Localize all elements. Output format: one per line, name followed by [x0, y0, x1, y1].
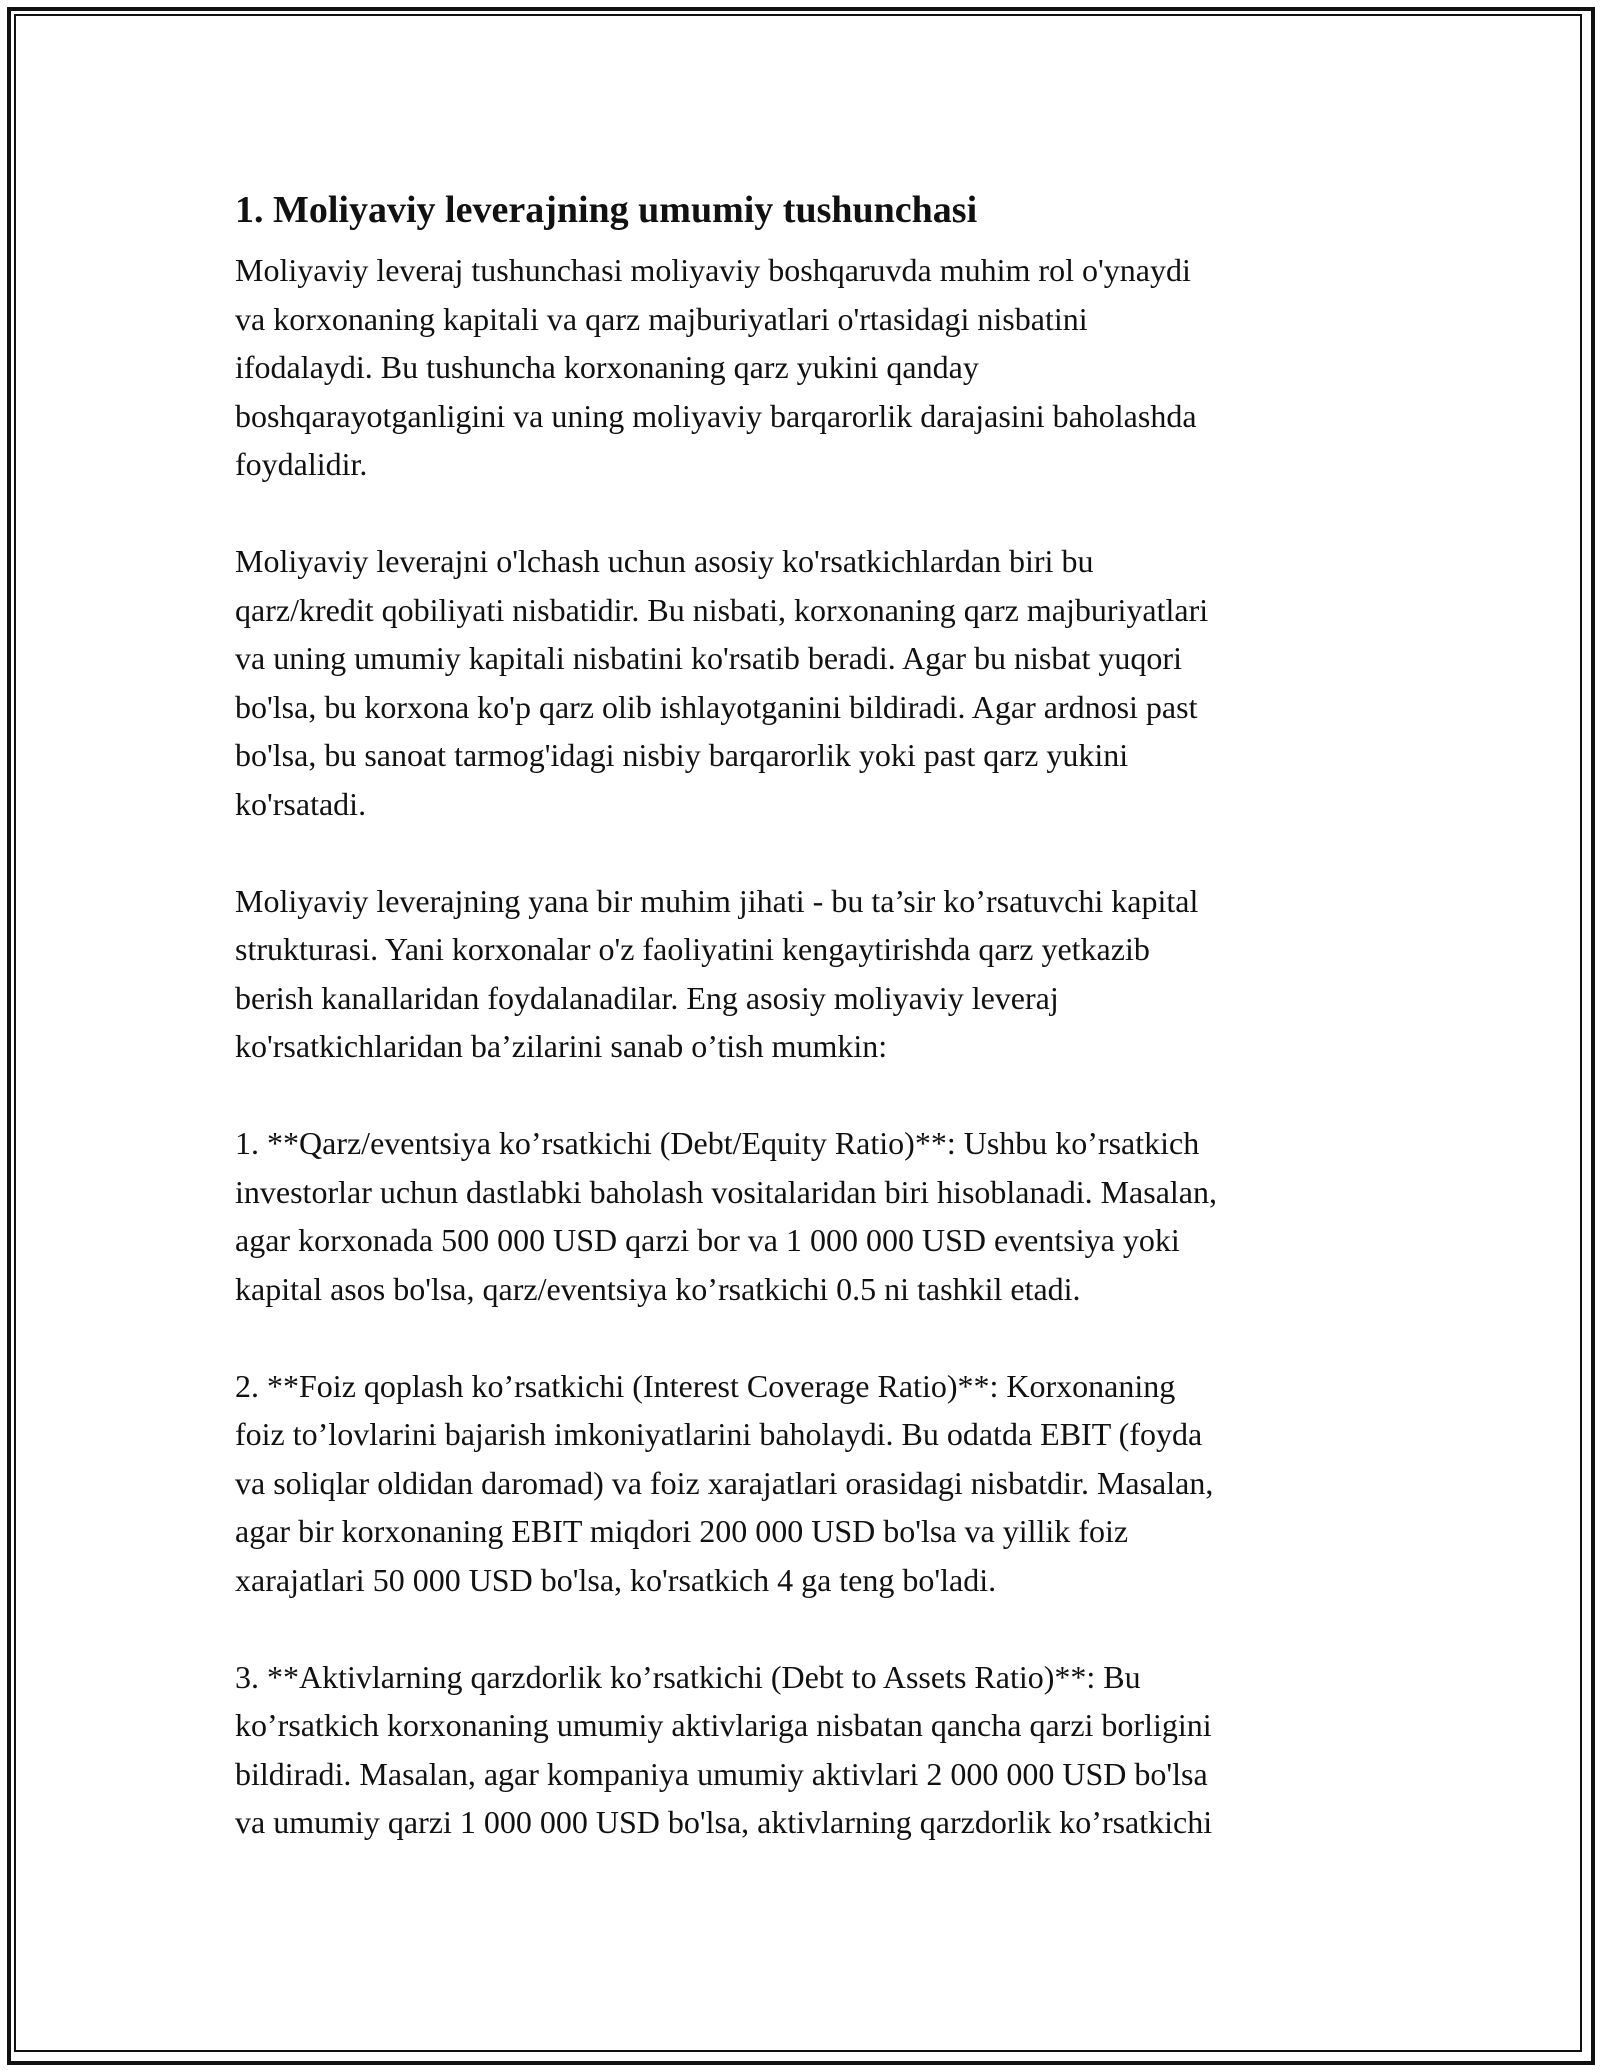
list-item-debt-assets: 3. **Aktivlarning qarzdorlik ko’rsatkichi (Debt to Assets Ratio)**: Bu ko’rsatkich korxonaning umumiy aktivlariga nisbatan qancha qarzi borligini bildiradi. Masalan, agar kompaniya umumiy aktivlari 2 000 000 USD bo'lsa va umumiy qarzi 1 000 000 USD bo'lsa, aktivlarning qarzdorlik ko’rsatkichi	[235, 1658, 1213, 1840]
paragraph-measurement: Moliyaviy leverajni o'lchash uchun asosiy ko'rsatkichlardan biri bu qarz/kredit qobiliyati nisbatidir. Bu nisbati, korxonaning qarz majburiyatlari va uning umumiy kapitali nisbatini ko'rsatib beradi. Agar bu nisbat yuqori bo'lsa, bu korxona ko'p qarz olib ishlayotganini bildiradi. Agar ardnosi past bo'lsa, bu sanoat tarmog'idagi nisbiy barqarorlik yoki past qarz yukini ko'rsatadi.	[235, 543, 1209, 822]
paragraph-capital-structure: Moliyaviy leverajning yana bir muhim jihati - bu ta’sir ko’rsatuvchi kapital strukturasi. Yani korxonalar o'z faoliyatini kengaytirishda qarz yetkazib berish kanallaridan foydalanadilar. Eng asosiy moliyaviy leveraj ko'rsatkichlaridan ba’zilarini sanab o’tish mumkin:	[235, 882, 1199, 1064]
paragraph-intro: Moliyaviy leveraj tushunchasi moliyaviy boshqaruvda muhim rol o'ynaydi va korxonaning kapitali va qarz majburiyatlari o'rtasidagi nisbatini ifodalaydi. Bu tushuncha korxonaning qarz yukini qanday boshqarayotganligini va uning moliyaviy barqarorlik darajasini baholashda foydalidir.	[235, 252, 1197, 482]
list-item-debt-equity: 1. **Qarz/eventsiya ko’rsatkichi (Debt/Equity Ratio)**: Ushbu ko’rsatkich investorlar uchun dastlabki baholash vositalaridan biri hisoblanadi. Masalan, agar korxonada 500 000 USD qarzi bor va 1 000 000 USD eventsiya yoki kapital asos bo'lsa, qarz/eventsiya ko’rsatkichi 0.5 ni tashkil etadi.	[235, 1125, 1217, 1307]
section-heading: 1. Moliyaviy leverajning umumiy tushunchasi	[235, 189, 978, 231]
document-body	[235, 186, 1365, 1847]
list-item-interest-coverage: 2. **Foiz qoplash ko’rsatkichi (Interest Coverage Ratio)**: Korxonaning foiz to’lovlarini bajarish imkoniyatlarini baholaydi. Bu odatda EBIT (foyda va soliqlar oldidan daromad) va foiz xarajatlari orasidagi nisbatdir. Masalan, agar bir korxonaning EBIT miqdori 200 000 USD bo'lsa va yillik foiz xarajatlari 50 000 USD bo'lsa, ko'rsatkich 4 ga teng bo'ladi.	[235, 1367, 1214, 1598]
